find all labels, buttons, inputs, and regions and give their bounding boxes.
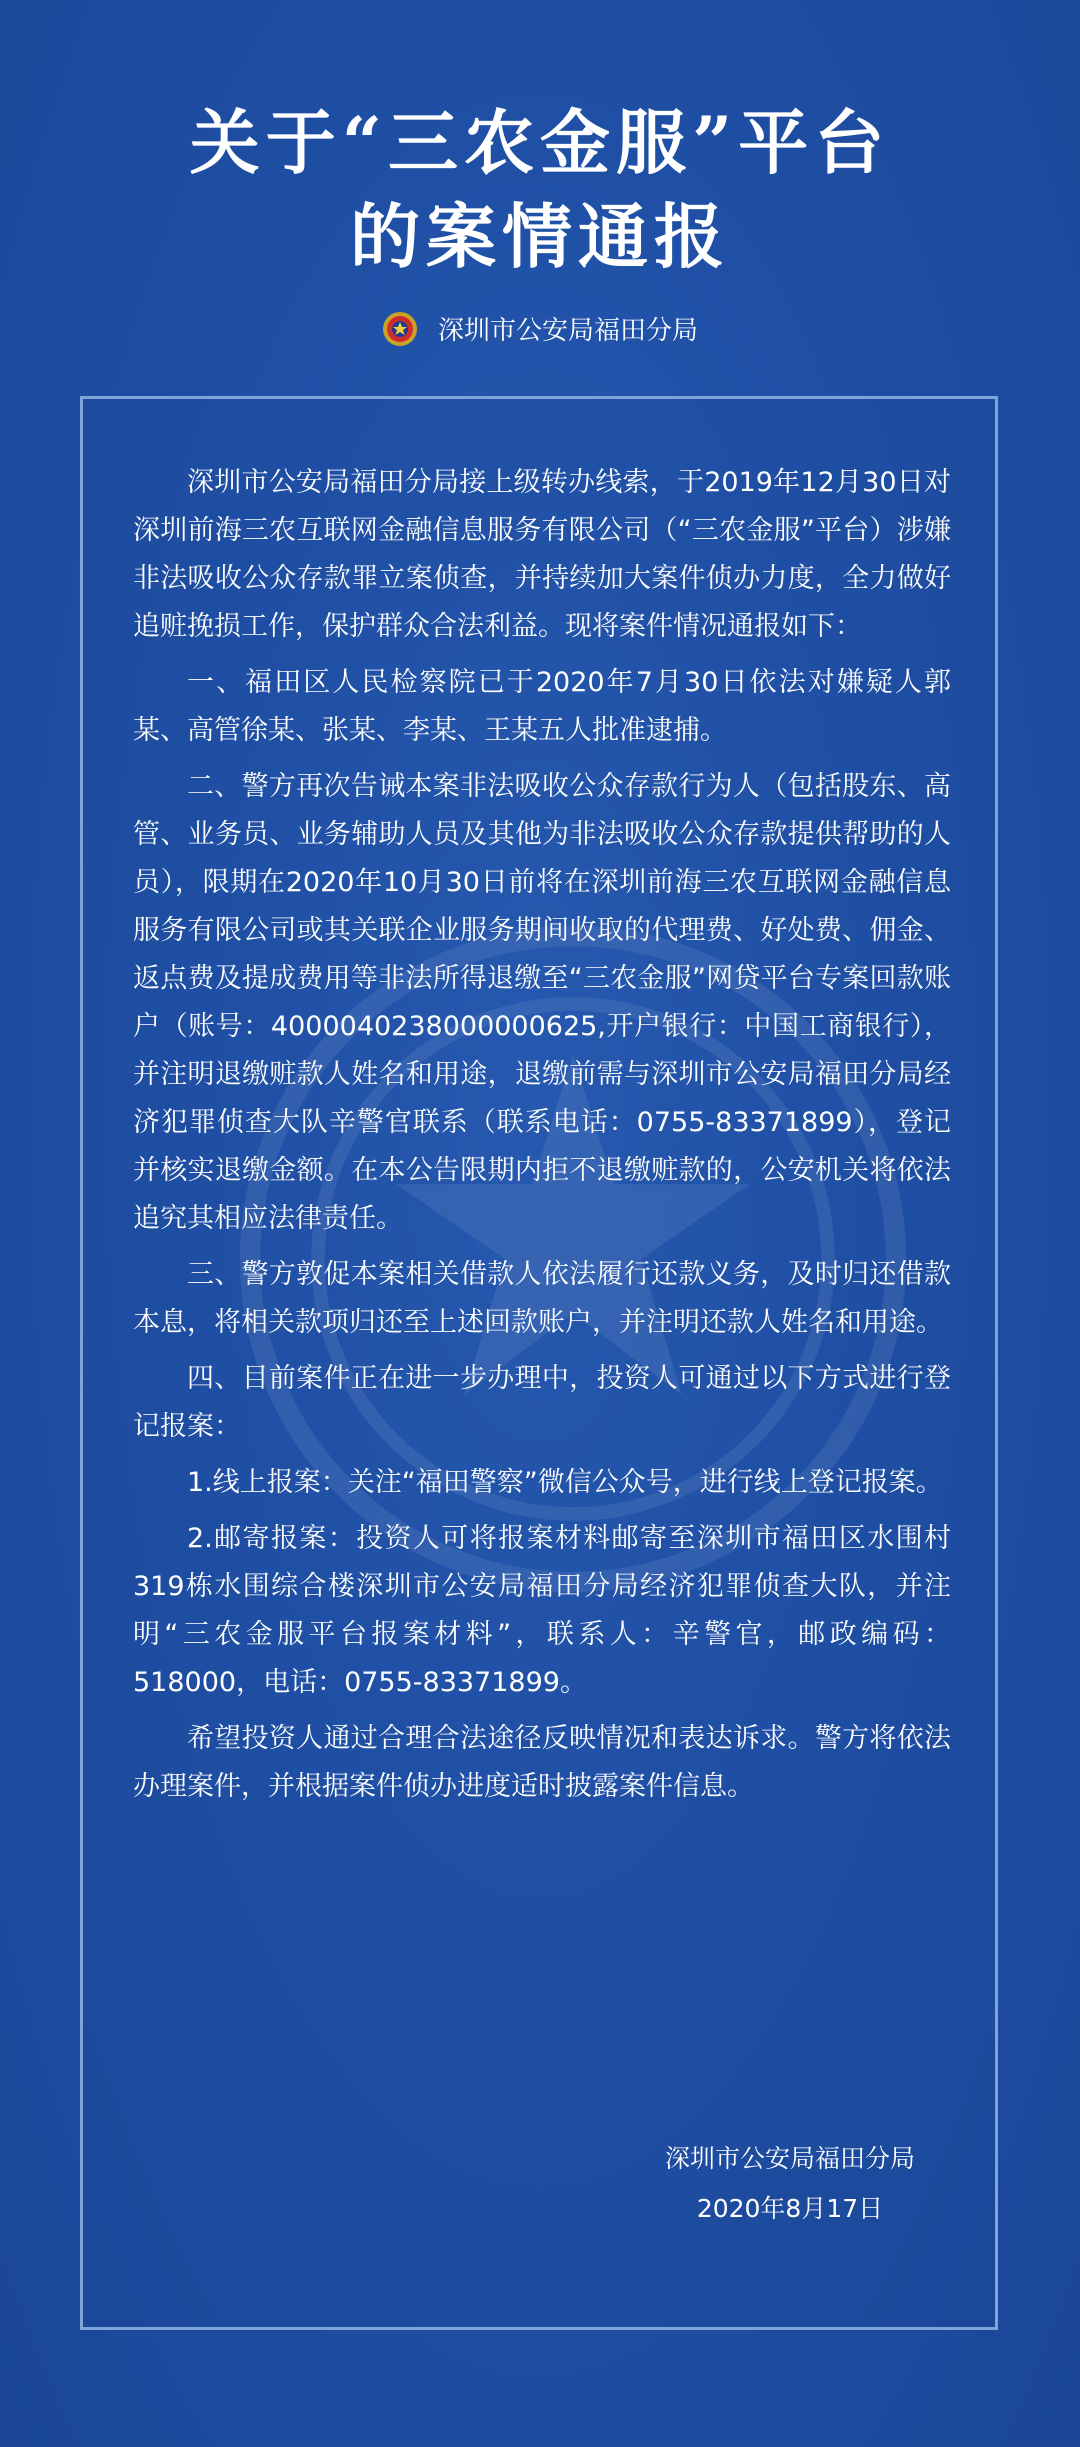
title-line-1: 关于“三农金服”平台 (189, 101, 891, 184)
paragraph-item-4: 四、目前案件正在进一步办理中，投资人可通过以下方式进行登记报案： (133, 1363, 951, 1442)
paragraph-item-2: 二、警方再次告诫本案非法吸收公众存款行为人（包括股东、高管、业务员、业务辅助人员及其他为非法吸收公众存款提供帮助的人员），限期在2020年10月30日前将在深圳前海三农互联网金融信息服务有限公司或其关联企业服务期间收取的代理费、好处费、佣金、返点费及提成费用等非法所得退缴至“三农金服”网贷平台专案回款账户（账号：4000040238000000625,开户银行：中国工商银行），并注明退缴赃款人姓名和用途，退缴前需与深圳市公安局福田分局经济犯罪侦查大队辛警官联系（联系电话：0755-83371899），登记并核实退缴金额。在本公告限期内拒不退缴赃款的，公安机关将依法追究其相应法律责任。 (133, 771, 951, 1234)
issuer-line (0, 310, 1080, 347)
title-line-2: 的案情通报 (350, 195, 730, 278)
page-title (0, 96, 1080, 284)
notice-body (133, 459, 951, 1819)
notice-panel (80, 396, 998, 2330)
issuer-name: 深圳市公安局福田分局 (437, 316, 698, 346)
signature-org: 深圳市公安局福田分局 (664, 2144, 915, 2173)
paragraph-closing: 希望投资人通过合理合法途径反映情况和表达诉求。警方将依法办理案件，并根据案件侦办进度适时披露案件信息。 (133, 1723, 951, 1802)
police-badge-icon (382, 311, 418, 347)
paragraph-mail-report: 2.邮寄报案：投资人可将报案材料邮寄至深圳市福田区水围村319栋水围综合楼深圳市公安局福田分局经济犯罪侦查大队，并注明“三农金服平台报案材料”，联系人：辛警官，邮政编码：518000，电话：0755-83371899。 (133, 1523, 951, 1698)
paragraph-online-report: 1.线上报案：关注“福田警察”微信公众号，进行线上登记报案。 (187, 1467, 943, 1498)
signature-date: 2020年8月17日 (696, 2194, 884, 2223)
signature-block (665, 2134, 915, 2234)
paragraph-item-1: 一、福田区人民检察院已于2020年7月30日依法对嫌疑人郭某、高管徐某、张某、李某、王某五人批准逮捕。 (133, 667, 951, 746)
paragraph-item-3: 三、警方敦促本案相关借款人依法履行还款义务，及时归还借款本息，将相关款项归还至上述回款账户，并注明还款人姓名和用途。 (133, 1259, 951, 1338)
paragraph-intro: 深圳市公安局福田分局接上级转办线索，于2019年12月30日对深圳前海三农互联网金融信息服务有限公司（“三农金服”平台）涉嫌非法吸收公众存款罪立案侦查，并持续加大案件侦办力度，全力做好追赃挽损工作，保护群众合法利益。现将案件情况通报如下： (133, 467, 951, 642)
